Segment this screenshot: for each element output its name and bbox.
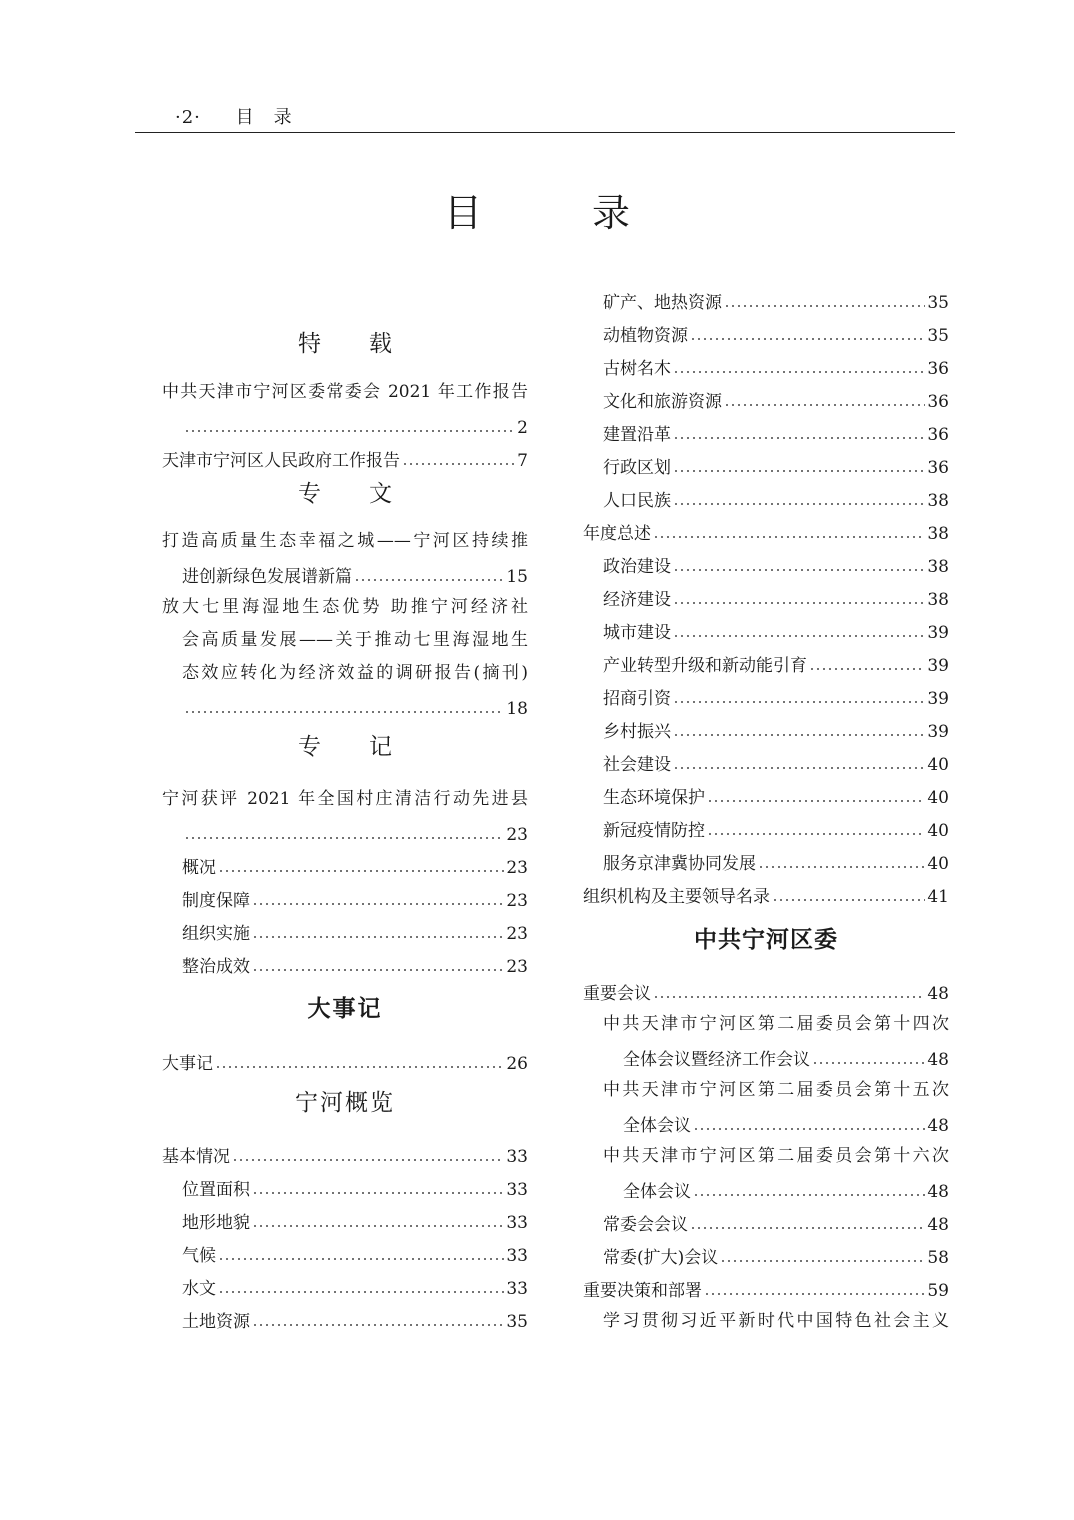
toc-title: 基本情况 bbox=[162, 1147, 230, 1167]
toc-page: 7 bbox=[517, 451, 528, 471]
toc-left-column bbox=[162, 280, 528, 1332]
leader-dots bbox=[252, 903, 504, 905]
toc-right-column bbox=[583, 280, 949, 1334]
toc-title: 全体会议暨经济工作会议 bbox=[623, 1050, 810, 1070]
toc-entry[interactable] bbox=[583, 676, 949, 709]
toc-title: 土地资源 bbox=[182, 1312, 250, 1332]
toc-title: 社会建设 bbox=[603, 755, 671, 775]
toc-entry[interactable] bbox=[583, 544, 949, 577]
leader-dots bbox=[772, 899, 925, 901]
toc-page: 15 bbox=[506, 567, 528, 587]
toc-entry-line[interactable]: 中共天津市宁河区第二届委员会第十五次 bbox=[603, 1080, 949, 1100]
leader-dots bbox=[724, 305, 925, 307]
page-title: 目 录 bbox=[443, 191, 666, 235]
leader-dots bbox=[707, 800, 925, 802]
toc-entry[interactable] bbox=[583, 709, 949, 742]
section-heading-zhuanwen: 专文 bbox=[298, 481, 440, 507]
toc-page: 23 bbox=[506, 924, 528, 944]
leader-dots bbox=[184, 711, 504, 713]
toc-entry[interactable] bbox=[583, 1037, 949, 1070]
toc-entry[interactable] bbox=[583, 379, 949, 412]
leader-dots bbox=[232, 1159, 504, 1161]
leader-dots bbox=[252, 1324, 504, 1326]
toc-page: 48 bbox=[927, 1215, 949, 1235]
toc-entry[interactable] bbox=[162, 812, 528, 845]
toc-entry[interactable] bbox=[583, 841, 949, 874]
toc-page: 38 bbox=[927, 491, 949, 511]
toc-page: 58 bbox=[927, 1248, 949, 1268]
toc-entry[interactable] bbox=[162, 438, 528, 471]
toc-page: 33 bbox=[506, 1213, 528, 1233]
toc-page: 38 bbox=[927, 590, 949, 610]
leader-dots bbox=[252, 1192, 504, 1194]
toc-page: 33 bbox=[506, 1246, 528, 1266]
toc-page: 38 bbox=[927, 524, 949, 544]
leader-dots bbox=[184, 837, 504, 839]
toc-page: 26 bbox=[506, 1054, 528, 1074]
toc-title: 动植物资源 bbox=[603, 326, 688, 346]
toc-title: 产业转型升级和新动能引育 bbox=[603, 656, 807, 676]
toc-title: 整治成效 bbox=[182, 957, 250, 977]
leader-dots bbox=[693, 1194, 925, 1196]
toc-title: 建置沿革 bbox=[603, 425, 671, 445]
leader-dots bbox=[673, 437, 925, 439]
toc-entry[interactable] bbox=[162, 944, 528, 977]
toc-page: 23 bbox=[506, 957, 528, 977]
toc-page: 40 bbox=[927, 755, 949, 775]
toc-entry[interactable] bbox=[583, 1268, 949, 1301]
toc-entry[interactable] bbox=[583, 742, 949, 775]
toc-title: 经济建设 bbox=[603, 590, 671, 610]
toc-entry-line[interactable]: 中共天津市宁河区委常委会 2021 年工作报告 bbox=[162, 382, 528, 402]
toc-entry[interactable] bbox=[583, 280, 949, 313]
leader-dots bbox=[707, 833, 925, 835]
toc-page: 23 bbox=[506, 891, 528, 911]
toc-entry[interactable] bbox=[583, 412, 949, 445]
toc-title: 常委会会议 bbox=[603, 1215, 688, 1235]
toc-entry[interactable] bbox=[583, 313, 949, 346]
toc-page: 35 bbox=[506, 1312, 528, 1332]
toc-page: 39 bbox=[927, 689, 949, 709]
toc-page: 40 bbox=[927, 788, 949, 808]
toc-page: 36 bbox=[927, 458, 949, 478]
toc-entry[interactable] bbox=[162, 1299, 528, 1332]
leader-dots bbox=[704, 1293, 925, 1295]
toc-entry[interactable] bbox=[162, 911, 528, 944]
leader-dots bbox=[809, 668, 925, 670]
toc-title: 重要会议 bbox=[583, 984, 651, 1004]
toc-entry[interactable] bbox=[583, 643, 949, 676]
toc-page: 33 bbox=[506, 1279, 528, 1299]
leader-dots bbox=[693, 1128, 925, 1130]
toc-entry-line[interactable]: 放大七里海湿地生态优势 助推宁河经济社 bbox=[162, 597, 528, 617]
leader-dots bbox=[252, 1225, 504, 1227]
running-head-section: 目 录 bbox=[235, 107, 293, 128]
toc-entry[interactable] bbox=[583, 971, 949, 1004]
section-heading-zhuanji: 专记 bbox=[298, 734, 440, 760]
toc-entry[interactable] bbox=[583, 445, 949, 478]
section-heading-dashiji: 大事记 bbox=[307, 996, 383, 1022]
toc-entry[interactable] bbox=[583, 1169, 949, 1202]
toc-page: 48 bbox=[927, 984, 949, 1004]
toc-entry-line[interactable]: 会高质量发展——关于推动七里海湿地生 bbox=[182, 630, 528, 650]
toc-title: 政治建设 bbox=[603, 557, 671, 577]
toc-title: 天津市宁河区人民政府工作报告 bbox=[162, 451, 400, 471]
toc-entry[interactable] bbox=[162, 1233, 528, 1266]
toc-entry-line[interactable]: 态效应转化为经济效益的调研报告(摘刊) bbox=[182, 663, 528, 683]
toc-page: 35 bbox=[927, 326, 949, 346]
leader-dots bbox=[690, 338, 925, 340]
toc-entry-line[interactable]: 宁河获评 2021 年全国村庄清洁行动先进县 bbox=[162, 789, 528, 809]
toc-title: 古树名木 bbox=[603, 359, 671, 379]
leader-dots bbox=[218, 1258, 504, 1260]
toc-title: 行政区划 bbox=[603, 458, 671, 478]
toc-entry[interactable] bbox=[583, 775, 949, 808]
toc-entry[interactable] bbox=[583, 1235, 949, 1268]
toc-entry[interactable] bbox=[583, 1202, 949, 1235]
toc-entry-line[interactable]: 打造高质量生态幸福之城——宁河区持续推 bbox=[162, 531, 528, 551]
toc-entry[interactable] bbox=[162, 878, 528, 911]
leader-dots bbox=[673, 569, 925, 571]
section-heading-ninghe-gailan: 宁河概览 bbox=[295, 1090, 395, 1116]
leader-dots bbox=[215, 1066, 504, 1068]
toc-title: 新冠疫情防控 bbox=[603, 821, 705, 841]
toc-entry-line[interactable]: 中共天津市宁河区第二届委员会第十四次 bbox=[603, 1014, 949, 1034]
toc-page: 39 bbox=[927, 722, 949, 742]
toc-entry[interactable] bbox=[583, 577, 949, 610]
toc-page: 48 bbox=[927, 1050, 949, 1070]
toc-page: 39 bbox=[927, 656, 949, 676]
toc-title: 招商引资 bbox=[603, 689, 671, 709]
leader-dots bbox=[354, 579, 504, 581]
leader-dots bbox=[252, 969, 504, 971]
toc-entry[interactable] bbox=[162, 1200, 528, 1233]
leader-dots bbox=[218, 1291, 504, 1293]
toc-page: 33 bbox=[506, 1147, 528, 1167]
toc-title: 乡村振兴 bbox=[603, 722, 671, 742]
toc-page: 36 bbox=[927, 425, 949, 445]
leader-dots bbox=[673, 470, 925, 472]
toc-title: 常委(扩大)会议 bbox=[603, 1248, 719, 1268]
section-heading-zhonggong-ninghe-quwei: 中共宁河区委 bbox=[694, 927, 838, 953]
toc-title: 进创新绿色发展谱新篇 bbox=[182, 567, 352, 587]
toc-page: 18 bbox=[506, 699, 528, 719]
leader-dots bbox=[812, 1062, 925, 1064]
leader-dots bbox=[673, 767, 925, 769]
toc-title: 矿产、地热资源 bbox=[603, 293, 722, 313]
toc-page: 40 bbox=[927, 854, 949, 874]
toc-entry[interactable] bbox=[583, 478, 949, 511]
toc-entry-line[interactable]: 学习贯彻习近平新时代中国特色社会主义 bbox=[603, 1311, 949, 1331]
toc-title: 年度总述 bbox=[583, 524, 651, 544]
toc-page: 48 bbox=[927, 1182, 949, 1202]
toc-title: 大事记 bbox=[162, 1054, 213, 1074]
leader-dots bbox=[402, 463, 515, 465]
leader-dots bbox=[724, 404, 925, 406]
leader-dots bbox=[653, 536, 925, 538]
toc-title: 全体会议 bbox=[623, 1182, 691, 1202]
toc-page: 33 bbox=[506, 1180, 528, 1200]
toc-title: 服务京津冀协同发展 bbox=[603, 854, 756, 874]
section-heading-teza: 特载 bbox=[298, 331, 440, 357]
leader-dots bbox=[720, 1260, 925, 1262]
leader-dots bbox=[690, 1227, 925, 1229]
toc-title: 水文 bbox=[182, 1279, 216, 1299]
toc-entry[interactable] bbox=[162, 1041, 528, 1074]
toc-entry[interactable] bbox=[583, 346, 949, 379]
toc-page: 59 bbox=[927, 1281, 949, 1301]
leader-dots bbox=[673, 734, 925, 736]
toc-entry[interactable] bbox=[162, 405, 528, 438]
leader-dots bbox=[758, 866, 925, 868]
toc-page: 23 bbox=[506, 858, 528, 878]
toc-entry[interactable] bbox=[162, 1167, 528, 1200]
leader-dots bbox=[653, 996, 925, 998]
page-number: ·2· bbox=[175, 107, 201, 128]
toc-page: 36 bbox=[927, 359, 949, 379]
toc-title: 全体会议 bbox=[623, 1116, 691, 1136]
toc-entry[interactable] bbox=[162, 1266, 528, 1299]
toc-entry[interactable] bbox=[162, 845, 528, 878]
toc-title: 地形地貌 bbox=[182, 1213, 250, 1233]
leader-dots bbox=[673, 371, 925, 373]
toc-title: 组织实施 bbox=[182, 924, 250, 944]
toc-title: 制度保障 bbox=[182, 891, 250, 911]
leader-dots bbox=[218, 870, 504, 872]
toc-page: 2 bbox=[517, 418, 528, 438]
toc-entry[interactable] bbox=[583, 511, 949, 544]
running-head bbox=[175, 103, 293, 129]
toc-entry[interactable] bbox=[162, 1134, 528, 1167]
leader-dots bbox=[252, 936, 504, 938]
toc-title: 组织机构及主要领导名录 bbox=[583, 887, 770, 907]
toc-title: 文化和旅游资源 bbox=[603, 392, 722, 412]
toc-page: 38 bbox=[927, 557, 949, 577]
toc-page: 48 bbox=[927, 1116, 949, 1136]
header-rule bbox=[135, 132, 955, 133]
leader-dots bbox=[673, 503, 925, 505]
leader-dots bbox=[673, 602, 925, 604]
toc-page: 23 bbox=[506, 825, 528, 845]
leader-dots bbox=[673, 701, 925, 703]
toc-page: 35 bbox=[927, 293, 949, 313]
toc-page: 41 bbox=[927, 887, 949, 907]
toc-page: 39 bbox=[927, 623, 949, 643]
leader-dots bbox=[673, 635, 925, 637]
leader-dots bbox=[184, 430, 515, 432]
toc-title: 人口民族 bbox=[603, 491, 671, 511]
toc-entry[interactable] bbox=[583, 808, 949, 841]
toc-title: 生态环境保护 bbox=[603, 788, 705, 808]
toc-title: 重要决策和部署 bbox=[583, 1281, 702, 1301]
toc-entry[interactable] bbox=[583, 1103, 949, 1136]
toc-title: 概况 bbox=[182, 858, 216, 878]
toc-entry[interactable] bbox=[162, 686, 528, 719]
toc-entry[interactable] bbox=[583, 874, 949, 907]
toc-entry[interactable] bbox=[162, 554, 528, 587]
toc-page: 40 bbox=[927, 821, 949, 841]
toc-entry[interactable] bbox=[583, 610, 949, 643]
toc-entry-line[interactable]: 中共天津市宁河区第二届委员会第十六次 bbox=[603, 1146, 949, 1166]
toc-title: 气候 bbox=[182, 1246, 216, 1266]
toc-title: 位置面积 bbox=[182, 1180, 250, 1200]
toc-title: 城市建设 bbox=[603, 623, 671, 643]
toc-page: 36 bbox=[927, 392, 949, 412]
